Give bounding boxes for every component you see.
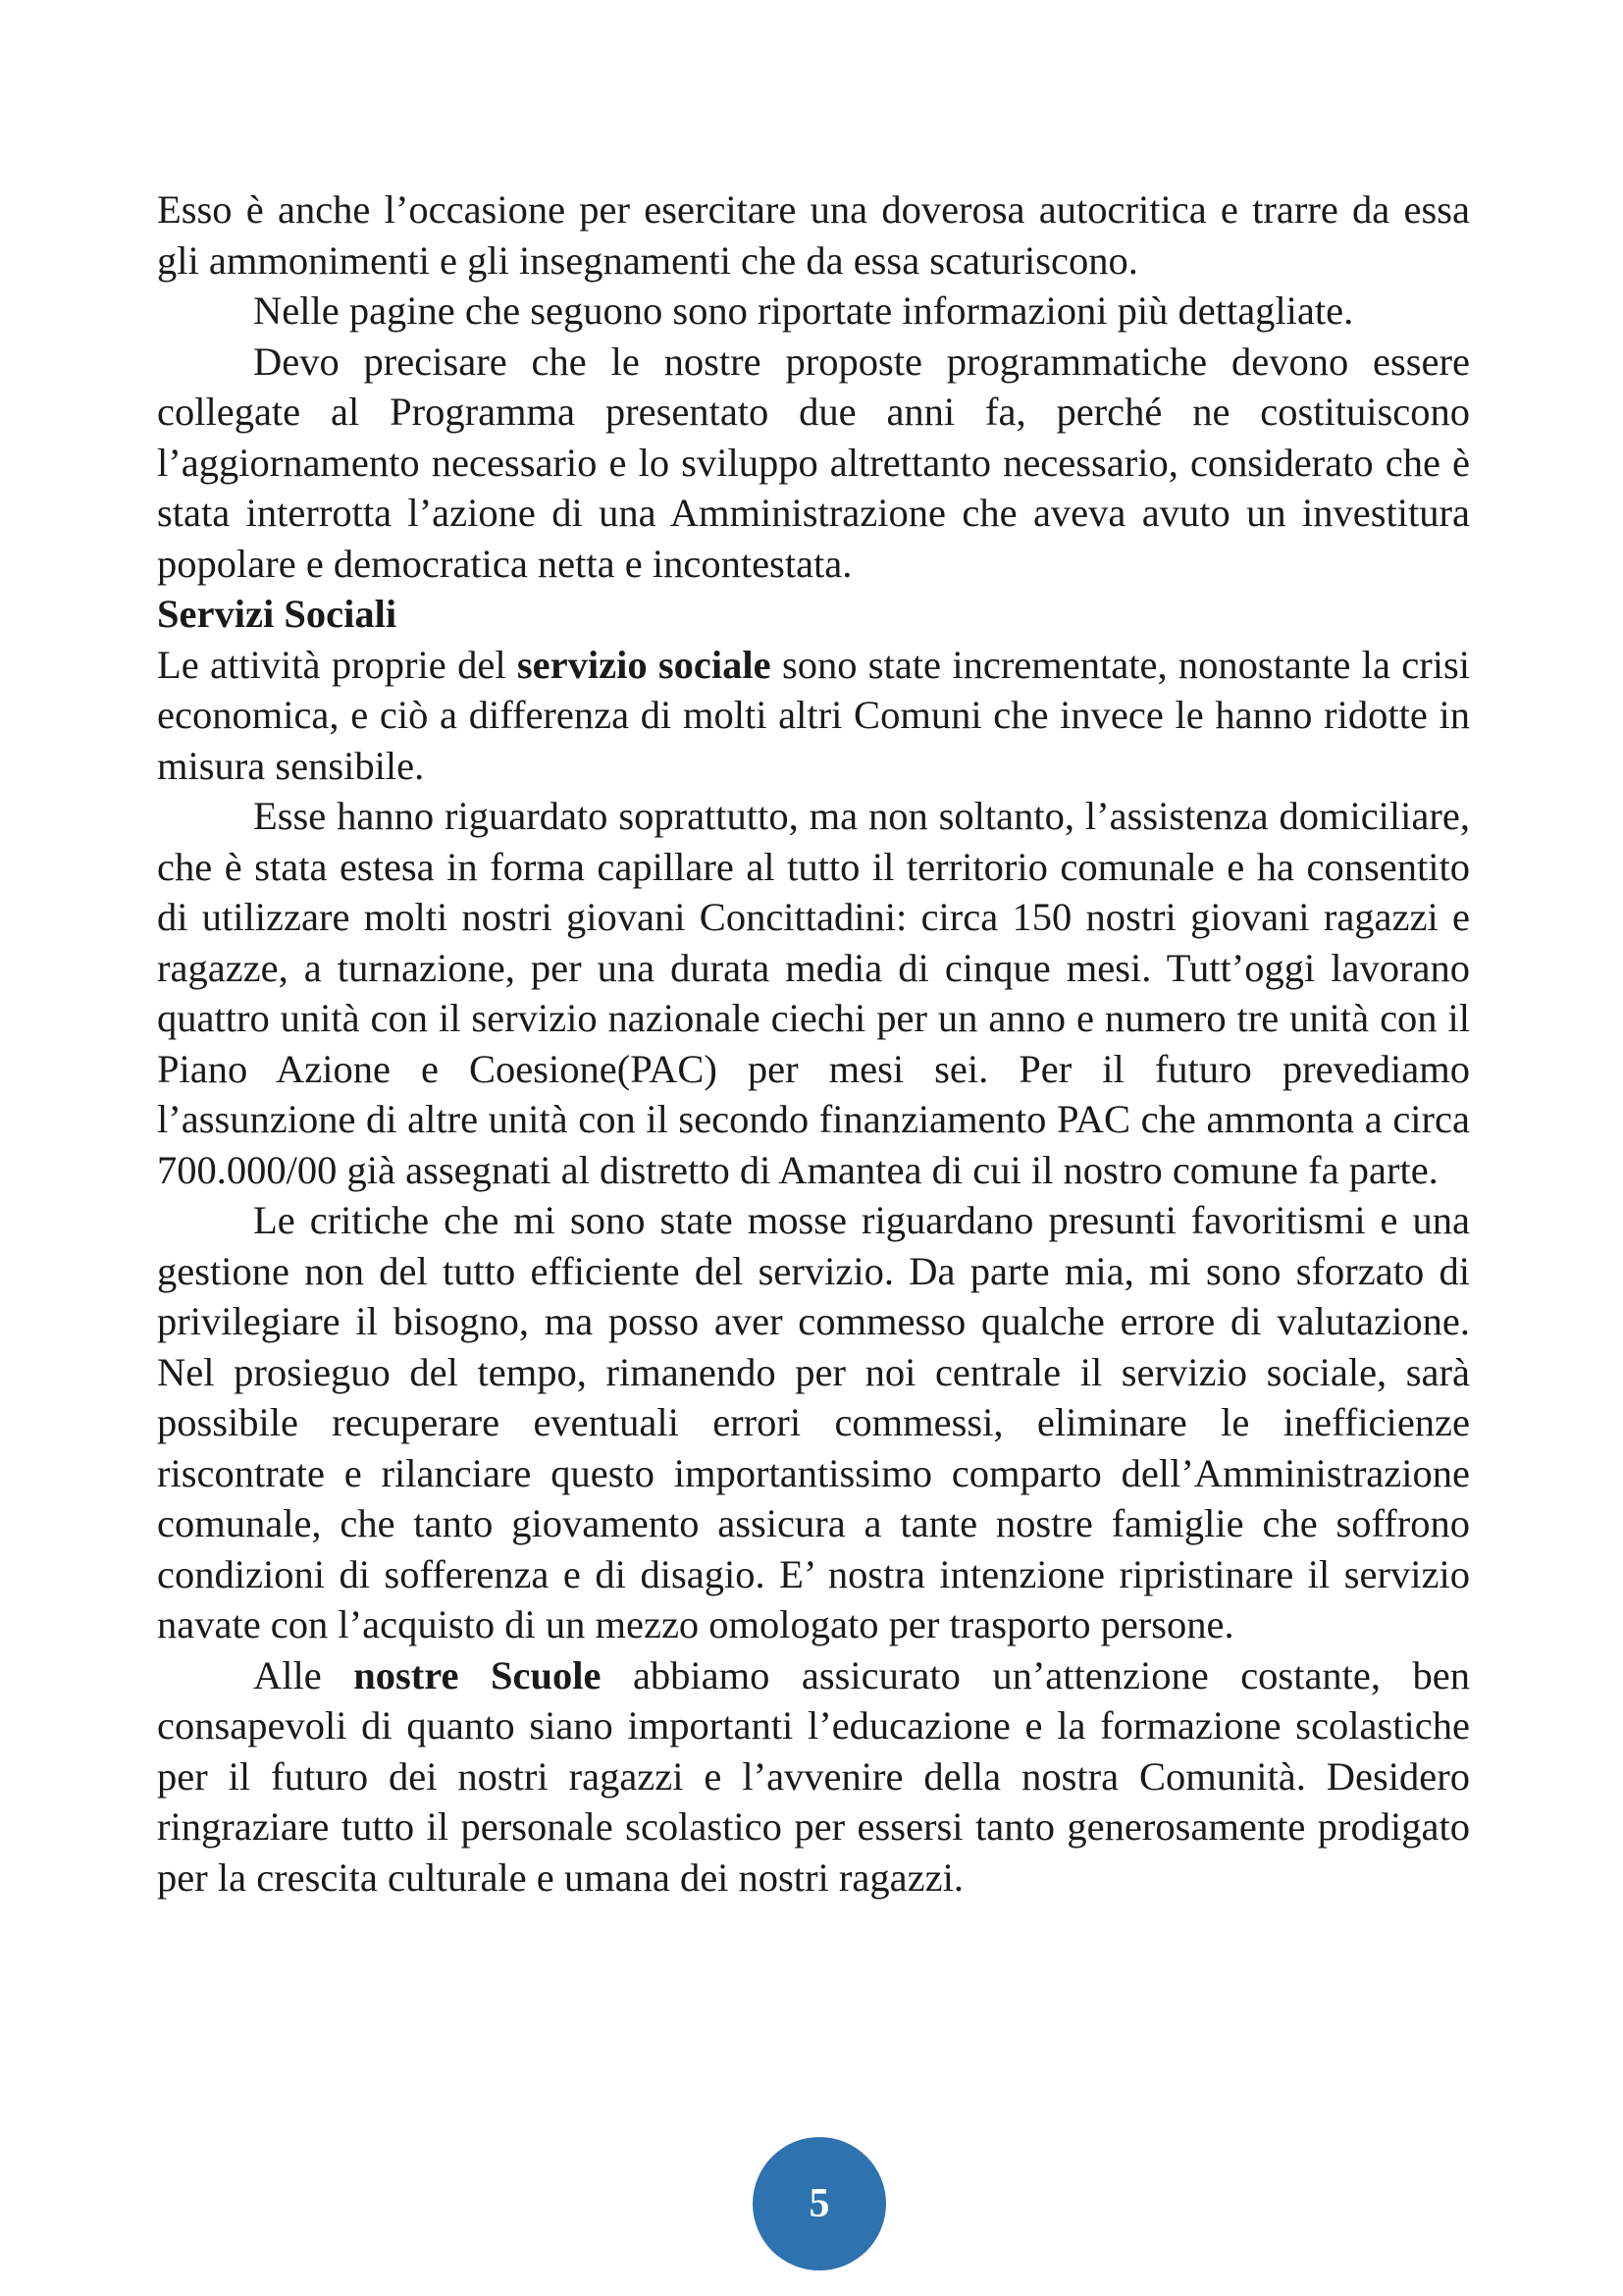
paragraph-3: Devo precisare che le nostre proposte programmatiche devono essere collegate al Programma presentato due anni fa, perché ne costituiscono l’aggiornamento necessario e lo sviluppo altrettanto necessario, considerato che è stata interrotta l’azione di una Amministrazione che aveva avuto un investitura popolare e democratica netta e incontestata. — [157, 339, 1470, 586]
paragraph-1: Esso è anche l’occasione per esercitare una doverosa autocritica e trarre da essa gli ammonimenti e gli insegnamenti che da essa scaturiscono. — [157, 187, 1470, 283]
paragraph-6: Le critiche che mi sono state mosse riguardano presunti favoritismi e una gestione non del tutto efficiente del servizio. Da parte mia, mi sono sforzato di privilegiare il bisogno, ma posso aver commesso qualche errore di valutazione. Nel prosieguo del tempo, rimanendo per noi centrale il servizio sociale, sarà possibile recuperare eventuali errori commessi, eliminare le inefficienze riscontrate e rilanciare questo importantissimo comparto dell’Amministrazione comunale, che tanto giovamento assicura a tante nostre famiglie che soffrono condizioni di sofferenza e di disagio. E’ nostra intenzione ripristinare il servizio navate con l’acquisto di un mezzo omologato per trasporto persone. — [157, 1198, 1470, 1646]
page-number: 5 — [809, 2181, 830, 2226]
paragraph-4-text-end: sono state incrementate, nonostante la crisi economica, e ciò a differenza di molti altri Comuni che invece le hanno ridotte in misura sensibile. — [157, 642, 1470, 788]
document-body — [157, 184, 1470, 1903]
paragraph-7-text-start: Alle — [253, 1652, 354, 1697]
paragraph-7-text-end: abbiamo assicurato un’attenzione costante, ben consapevoli di quanto siano importanti l’educazione e la formazione scolastiche per il futuro dei nostri ragazzi e l’avvenire della nostra Comunità. Desidero ringraziare tutto il personale scolastico per essersi tanto generosamente prodigato per la crescita culturale e umana dei nostri ragazzi. — [157, 1652, 1470, 1900]
page-number-badge — [753, 2137, 886, 2270]
paragraph-4 — [157, 640, 1470, 792]
section-heading-servizi-sociali: Servizi Sociali — [157, 592, 397, 636]
paragraph-5: Esse hanno riguardato soprattutto, ma non soltanto, l’assistenza domiciliare, che è stata estesa in forma capillare al tutto il territorio comunale e ha consentito di utilizzare molti nostri giovani Concittadini: circa 150 nostri giovani ragazzi e ragazze, a turnazione, per una durata media di cinque mesi. Tutt’oggi lavorano quattro unità con il servizio nazionale ciechi per un anno e numero tre unità con il Piano Azione e Coesione(PAC) per mesi sei. Per il futuro prevediamo l’assunzione di altre unità con il secondo finanziamento PAC che ammonta a circa 700.000/00 già assegnati al distretto di Amantea di cui il nostro comune fa parte. — [157, 794, 1470, 1192]
paragraph-4-bold-term: servizio sociale — [516, 642, 771, 687]
paragraph-4-text-start: Le attività proprie del — [157, 642, 517, 687]
paragraph-7 — [157, 1650, 1470, 1904]
paragraph-7-bold-term: nostre Scuole — [353, 1652, 602, 1697]
paragraph-2: Nelle pagine che seguono sono riportate informazioni più dettagliate. — [253, 288, 1354, 333]
